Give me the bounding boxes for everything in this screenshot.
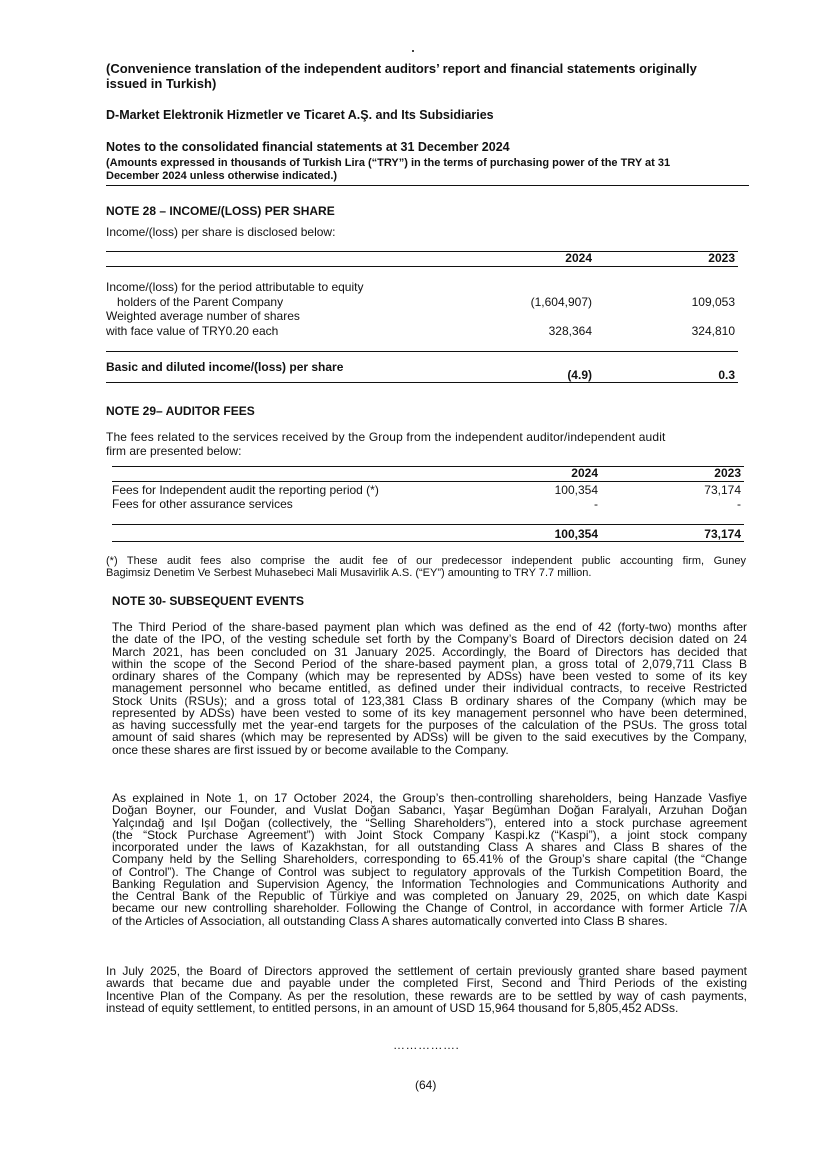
note28-title: NOTE 28 – INCOME/(LOSS) PER SHARE [106, 204, 335, 218]
note29-total-bottom-rule [112, 541, 744, 542]
note29-title: NOTE 29– AUDITOR FEES [106, 404, 255, 418]
note29-col-2023: 2023 [714, 466, 741, 480]
paragraph-line: incorporated under the laws of Kazakhstan, for all outstanding Class A shares and Class B shares of the [112, 840, 747, 854]
top-dot-mark [412, 50, 414, 52]
paragraph-line: as having successfully met the year-end targets for the purposes of the calculation of the PSUs. The gross total [112, 718, 747, 732]
note29-table-top-rule [112, 466, 744, 467]
note29-footnote-line2: Bagimsiz Denetim Ve Serbest Muhasebeci Mali Musavirlik A.S. (“EY”) amounting to TRY 7.7 million. [106, 567, 592, 579]
note29-intro-line1: The fees related to the services received by the Group from the independent auditor/independent audit [106, 430, 666, 444]
paragraph-line: As explained in Note 1, on 17 October 2024, the Group’s then-controlling shareholders, being Hanzade Vasfiye [112, 791, 747, 805]
paragraph-line: instead of equity settlement, to entitled persons, in an amount of USD 15,964 thousand for 5,805,452 ADSs. [106, 1000, 679, 1015]
note29-row2-label: Fees for other assurance services [112, 497, 293, 511]
paragraph-line: the Central Bank of the Republic of Türkiye and was completed on January 29, 2025, on which date Kaspi [112, 889, 747, 903]
paragraph-line: Doğan Boyner, our Founder, and Vuslat Doğan Sabancı, Yaşar Begümhan Doğan Faralyalı, Arzuhan Doğan [112, 803, 747, 818]
convenience-translation-line2: issued in Turkish) [106, 76, 217, 91]
note29-col-2024: 2024 [571, 466, 598, 480]
paragraph-line: became our new controlling shareholder. Following the Change of Control, in accordance with former Article 7/A [112, 901, 747, 916]
paragraph-line: management personnel who became entitled, as defined under their individual contracts, to receive Restricted [112, 681, 747, 696]
paragraph-line: within the scope of the Second Period of the share-based payment plan, a gross total of 2,079,711 Class B [112, 656, 747, 671]
paragraph-line: (the “Stock Purchase Agreement”) with Joint Stock Company Kaspi.kz (“Kaspi”), a joint stock company [112, 827, 747, 842]
note28-table-top-rule [106, 251, 738, 252]
note29-intro-line2: firm are presented below: [106, 444, 242, 458]
note29-row2-2023: - [737, 497, 741, 511]
note29-header-rule [112, 481, 744, 482]
paragraph-line: In July 2025, the Board of Directors approved the settlement of certain previously granted share based payment [106, 964, 747, 978]
paragraph-line: March 2021, has been concluded on 31 January 2025. Accordingly, the Board of Directors has decided that [112, 644, 747, 659]
note29-total-2023: 73,174 [704, 527, 741, 541]
paragraph-line: Banking Regulation and Supervision Agency, the Information Technologies and Communications Authority and [112, 876, 747, 891]
company-name: D-Market Elektronik Hizmetler ve Ticaret A.Ş. and Its Subsidiaries [106, 108, 494, 122]
note29-row2-2024: - [594, 497, 598, 511]
note30-paragraph-2 [112, 792, 747, 927]
note28-row1-2024: (1,604,907) [530, 295, 592, 309]
note29-footnote-line1: (*) These audit fees also comprise the audit fee of our predecessor independent public accounting firm, Guney [106, 555, 746, 567]
page-number: (64) [415, 1078, 437, 1092]
convenience-translation-line1: (Convenience translation of the independent auditors’ report and financial statements originally [106, 61, 697, 76]
note28-total-2024: (4.9) [567, 368, 592, 382]
paragraph-line: ordinary shares of the Company (which may be represented by ADSs) have been vested to some of its key [112, 669, 747, 683]
paragraph-line: represented by ADSs) have been vested to some of its key management personnel who have been determined, [112, 705, 747, 720]
note29-footnote [106, 555, 746, 579]
paragraph-line: Yalçındağ and Işıl Doğan (collectively, the “Selling Shareholders”), entered into a stock purchase agreement [112, 815, 747, 830]
note29-row1-2023: 73,174 [704, 483, 741, 497]
amounts-note-line1: (Amounts expressed in thousands of Turkish Lira (“TRY”) in the terms of purchasing power of the TRY at 31 [106, 157, 671, 169]
paragraph-line: of Control”). The Change of Control was subject to regulatory approvals of the Turkish Competition Board, the [112, 864, 747, 879]
paragraph-line: the date of the IPO, of the vesting schedule set forth by the Company’s Board of Directors decision dated on 24 [112, 632, 747, 647]
note28-col-2023: 2023 [708, 251, 735, 265]
note29-total-2024: 100,354 [554, 527, 598, 541]
paragraph-line: once these shares are first issued by or become available to the Company. [112, 742, 509, 757]
note29-row1-label: Fees for Independent audit the reporting period (*) [112, 483, 379, 497]
note29-total-top-rule [112, 524, 744, 525]
note28-total-label: Basic and diluted income/(loss) per share [106, 360, 344, 374]
header-rule [106, 185, 749, 186]
paragraph-line: amount of said shares (which may be represented by ADSs) will be given to the said executives by the Company, [112, 730, 747, 745]
note28-row1-2023: 109,053 [691, 295, 735, 309]
paragraph-line: awards that became due and payable under the completed First, Second and Third Periods of the existing [106, 976, 747, 991]
note28-row2-2024: 328,364 [548, 324, 592, 338]
paragraph-line: The Third Period of the share-based payment plan which was defined as the end of 42 (forty-two) months after [112, 620, 747, 634]
note30-title: NOTE 30- SUBSEQUENT EVENTS [112, 594, 305, 608]
note28-row2-label-line2: with face value of TRY0.20 each [106, 324, 279, 338]
note28-total-2023: 0.3 [718, 368, 735, 382]
amounts-note-line2: December 2024 unless otherwise indicated.) [106, 170, 338, 182]
paragraph-line: of the Articles of Association, all outstanding Class A shares automatically converted into Class B shares. [112, 913, 668, 928]
note28-col-2024: 2024 [565, 251, 592, 265]
note30-paragraph-1 [112, 621, 747, 756]
notes-title: Notes to the consolidated financial statements at 31 December 2024 [106, 140, 510, 154]
note30-paragraph-3 [106, 965, 747, 1014]
paragraph-line: Stock Units (RSUs); and a gross total of 123,381 Class B ordinary shares of the Company (which may be [112, 693, 747, 708]
note28-intro: Income/(loss) per share is disclosed below: [106, 225, 336, 239]
footer-dots: ……………. [393, 1038, 460, 1052]
note28-total-bottom-rule [106, 382, 738, 383]
note28-row2-label-line1: Weighted average number of shares [106, 309, 300, 323]
note29-row1-2024: 100,354 [554, 483, 598, 497]
paragraph-line: Incentive Plan of the Company. As per the resolution, these rewards are to be settled by way of cash payments, [106, 988, 747, 1003]
note28-row1-label-line2: holders of the Parent Company [117, 295, 284, 309]
note28-header-rule [106, 266, 738, 267]
note28-row1-label-line1: Income/(loss) for the period attributable to equity [106, 280, 364, 294]
note28-total-top-rule [106, 351, 738, 352]
note28-row2-2023: 324,810 [691, 324, 735, 338]
paragraph-line: Company held by the Selling Shareholders, corresponding to 65.41% of the Group’s share capital (the “Change [112, 852, 747, 867]
